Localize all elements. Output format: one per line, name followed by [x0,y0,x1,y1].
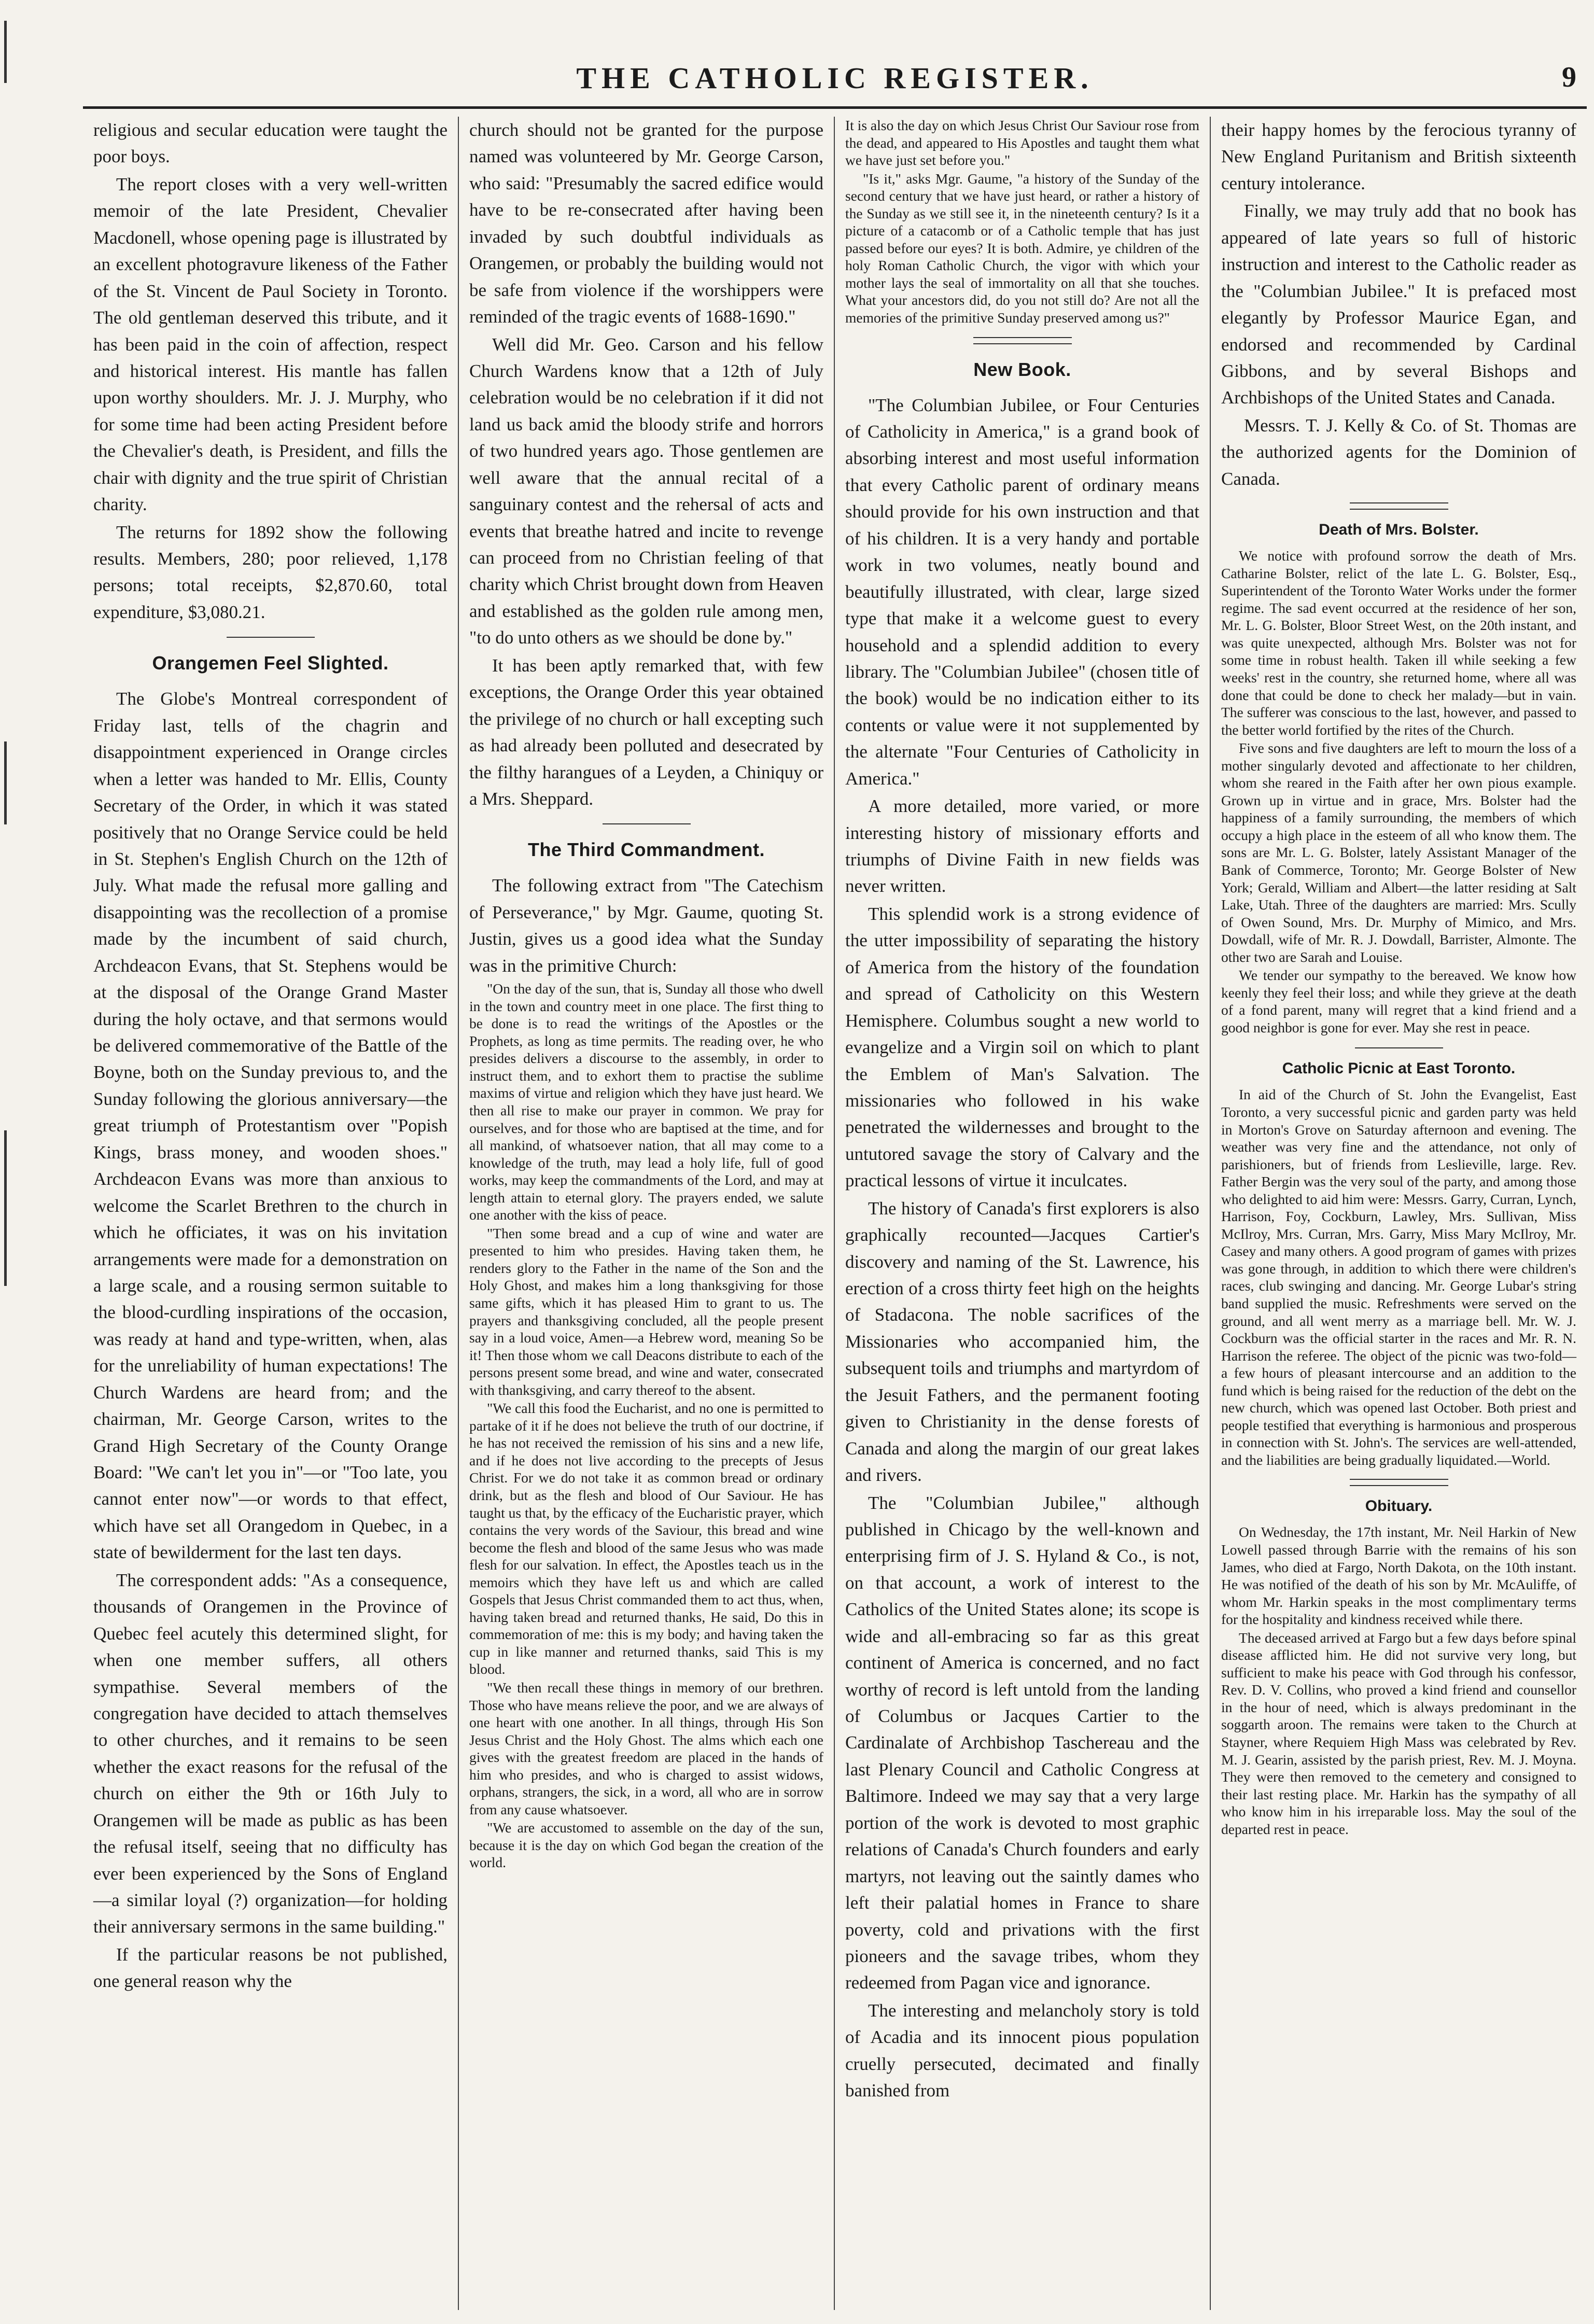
paragraph: A more detailed, more varied, or more interesting history of missionary efforts and triumphs of Divine Faith in new fields was never written. [845,796,1199,897]
column-1 [83,117,459,2310]
paragraph: Well did Mr. Geo. Carson and his fellow Church Wardens know that a 12th of July celebration would be no celebration if it did not land us back amid the bloody strife and horrors of two hundred years ago. Those gentlemen are well aware that the annual recital of a sanguinary contest and the rehersal of acts and events that breathe hatred and incite to revenge can proceed from no Christian feeling of that charity which Christ brought down from Heaven and established as the golden rule among men, "to do unto others as we should be done by." [469,334,823,648]
paragraph: We notice with profound sorrow the death of Mrs. Catharine Bolster, relict of the late L. G. Bolster, Esq., Superintendent of the Toronto Water Works under the former regime. The sad event occurred at the residence of her son, Mr. L. G. Bolster, Bloor Street West, on the 20th instant, and was quite unexpected, although Mrs. Bolster was not for some time in robust health. Taken ill while seeking a few weeks' rest in the country, she returned home, where all was done that could be done to check her malady—but in vain. The sufferer was conscious to the last, however, and passed to the better world fortified by the rites of the Church. [1221,548,1576,738]
section-ornament [1350,1479,1448,1486]
paragraph: "The Columbian Jubilee, or Four Centuries of Catholicity in America," is a grand book of absorbing interest and most useful information that every Catholic parent of ordinary means should provide for his own instruction and that of his children. It is a very handy and portable work in two volumes, neatly bound and beautifully illustrated, with clear, large sized type that make it a welcome guest to every household and a splendid addition to every library. The "Columbian Jubilee" (chosen title of the book) would be no indication either to its contents or value were it not supplemented by the alternate "Four Centuries of Catholicity in America." [845,395,1199,789]
paragraph: The report closes with a very well-written memoir of the late President, Chevalier Macdonell, whose opening page is illustrated by an excellent photogravure likeness of the Father of the St. Vincent de Paul Society in Toronto. The old gentleman deserved this tribute, and it has been paid in the coin of affection, respect and historical interest. His mantle has fallen upon worthy shoulders. Mr. J. J. Murphy, who for some time had been acting President before the Chevalier's death, is President, and fills the chair with dignity and the true spirit of Christian charity. [93,174,448,515]
quoted-paragraph: "On the day of the sun, that is, Sunday all those who dwell in the town and country meet in one place. The first thing to be done is to read the writings of the Apostles or the Prophets, as long as time permits. The reading over, he who presides delivers a discourse to the assembly, in order to instruct them, and to exhort them to practise the sublime maxims of virtue and religion which they have just heard. We then all rise to make our prayer in common. We pray for ourselves, and for those who are baptised at the time, and for all mankind, of whatsoever nation, that all may come to a knowledge of the truth, may lead a holy life, full of good works, may keep the commandments of the Lord, and may at length attain to eternal glory. The prayers ended, we salute one another with the kiss of peace. [469,981,823,1223]
paragraph: Five sons and five daughters are left to mourn the loss of a mother singularly devoted and affectionate to her children, whom she reared in the Faith after her own pious example. Grown up in virtue and in grace, Mrs. Bolster had the happiness of a family surrounding, the members of which occupy a high place in the esteem of all who know them. The sons are Mr. L. G. Bolster, lately Assistant Manager of the Bank of Commerce, Toronto; Mr. George Bolster of New York; Gerald, William and Albert—the latter residing at Salt Lake, Utah. Three of the daughters are married: Mrs. Scully of Owen Sound, Mrs. Dr. Murphy of Mimico, and Mrs. Dowdall, wife of Mr. R. J. Dowdall, Barrister, Almonte. The other two are Sarah and Louise. [1221,740,1576,965]
paragraph: The history of Canada's first explorers is also graphically recounted—Jacques Cartier's discovery and naming of the St. Lawrence, his erection of a cross thirty feet high on the heights of Stadacona. The noble sacrifices of the Missionaries who accompanied him, the subsequent toils and triumphs and martyrdom of the Jesuit Fathers, and the permanent footing given to Christianity in the dense forests of Canada and along the margin of our great lakes and rivers. [845,1198,1199,1486]
paragraph: The "Columbian Jubilee," although published in Chicago by the well-known and enterprising firm of J. S. Hyland & Co., is not, on that account, a work of interest to the Catholics of the United States alone; its scope is wide and all-embracing so far as this great continent of America is concerned, and no fact worthy of record is left untold from the landing of Columbus or Jacques Cartier to the Cardinalate of Archbishop Taschereau and the last Plenary Council and Catholic Congress at Baltimore. Indeed we may say that a very large portion of the work is devoted to most graphic relations of Canada's Church founders and early martyrs, not leaving out the saintly dames who left their palatial homes in France to share poverty, cold and privations with the first pioneers and the savage tribes, whom they redeemed from Pagan vice and ignorance. [845,1492,1199,1993]
paragraph: It has been aptly remarked that, with few exceptions, the Orange Order this year obtained the privilege of no church or hall excepting such as had already been polluted and desecrated by the filthy harangues of a Leyden, a Chiniquy or a Mrs. Sheppard. [469,655,823,809]
paragraph: In aid of the Church of St. John the Evangelist, East Toronto, a very successful picnic and garden party was held in Morton's Grove on Saturday afternoon and evening. The weather was very fine and the attendance, not only of parishioners, but of friends from Leslieville, large. Rev. Father Bergin was the very soul of the party, and among those who delighted to aid him were: Messrs. Garry, Curran, Lynch, Harrison, Foy, Cockburn, Lawley, Mrs. Sullivan, Miss McIlroy, Mrs. Curran, Mrs. Garry, Miss Mary McIlroy, Mr. Casey and many others. A good program of games with prizes was gone through, in addition to which there were children's races, club swinging and dancing. Mr. George Lubar's string band supplied the music. Refreshments were served on the ground, and all went merry as a marriage bell. Mr. W. J. Cockburn was the official starter in the races and Mr. R. N. Harrison the referee. The object of the picnic was two-fold—a few hours of pleasant intercourse and an addition to the fund which is being raised for the reduction of the debt on the new church, which was opened last October. Both priest and people testified that everything is harmonious and prosperous in connection with St. John's. The services are well-attended, and the liabilities are being gradually liquidated.—World. [1221,1086,1576,1468]
paragraph: The returns for 1892 show the following results. Members, 280; poor relieved, 1,178 persons; total receipts, $2,870.60, total expenditure, $3,080.21. [93,522,448,622]
section-rule [227,637,315,638]
quoted-paragraph: "Is it," asks Mgr. Gaume, "a history of the Sunday of the second century that we have just heard, or rather a history of the Sunday as we still see it, in the nineteenth century? Is it a picture of a catacomb or of a Catholic temple that has just passed before our eyes? It is both. Admire, ye children of the holy Roman Catholic Church, the vigor with which your mother lays the seal of immortality on all that she touches. What your ancestors did, do you not still do? Are not all the memories of the primitive Sunday preserved among us?" [845,170,1199,326]
page-number: 9 [1562,61,1576,93]
article-heading: Orangemen Feel Slighted. [152,652,389,674]
article-heading: Death of Mrs. Bolster. [1319,521,1479,539]
section-ornament [973,337,1072,344]
margin-mark [4,21,7,83]
paragraph: We tender our sympathy to the bereaved. We know how keenly they feel their loss; and while they grieve at the death of a fond parent, many will regret that a kind friend and a good neighbor is gone for ever. May she rest in peace. [1221,967,1576,1035]
section-rule [603,823,691,824]
quoted-paragraph: "We call this food the Eucharist, and no one is permitted to partake of it if he does not believe the truth of our doctrine, if he has not received the remission of his sins and a new life, and if he does not live according to the precepts of Jesus Christ. For we do not take it as common bread or ordinary drink, but as the flesh and blood of Our Saviour. He has taught us that, by the efficacy of the Eucharistic prayer, which contains the very words of the Saviour, this bread and wine become the flesh and blood of the same Jesus who was made flesh for our salvation. In effect, the Apostles teach us in the memoirs which they have left us and which are called Gospels that Jesus Christ commanded them to act thus, when, having taken bread and returned thanks, He said, Do this in commemoration of me: this is my body; and having taken the cup in like manner and returned thanks, said This is my blood. [469,1400,823,1677]
newspaper-title: THE CATHOLIC REGISTER. [576,61,1094,95]
column-2 [459,117,835,2310]
paragraph: The Globe's Montreal correspondent of Friday last, tells of the chagrin and disappointment experienced in Orange circles when a letter was handed to Mr. Ellis, County Secretary of the Order, in which it was stated positively that no Orange Service could be held in St. Stephen's English Church on the 12th of July. What made the refusal more galling and disappointing was the recollection of a promise made by the incumbent of said church, Archdeacon Evans, that St. Stephens would be at the disposal of the Orange Grand Master during the holy octave, and that sermons would be delivered commemorative of the Battle of the Boyne, both on the Sunday previous to, and the Sunday following the glorious anniversary—the great triumph of Protestantism over "Popish Kings, brass money, and wooden shoes." Archdeacon Evans was more than anxious to welcome the Scarlet Brethren to the church in which he officiates, it was on his invitation arrangements were made for a demonstration on a large scale, and a rousing sermon suitable to the blood-curdling inspirations of the occasion, was ready at hand and type-written, when, alas for the unreliability of human expectations! The Church Wardens are heard from; and the chairman, Mr. George Carson, writes to the Grand High Secretary of the County Orange Board: "We can't let you in"—or "Too late, you cannot enter now"—or words to that effect, which have set all Orangedom in Quebec, in a state of bewilderment for the last ten days. [93,689,448,1563]
paragraph: The following extract from "The Catechism of Perseverance," by Mgr. Gaume, quoting St. Justin, gives us a good idea what the Sunday was in the primitive Church: [469,875,823,976]
article-columns [83,117,1587,2310]
quoted-paragraph: It is also the day on which Jesus Christ Our Saviour rose from the dead, and appeared to His Apostles and taught them what we have just set before you." [845,117,1199,169]
masthead [83,49,1587,109]
paragraph: Finally, we may truly add that no book has appeared of late years so full of historic instruction and interest to the Catholic reader as the "Columbian Jubilee." It is prefaced most elegantly by Professor Maurice Egan, and endorsed and recommended by Cardinal Gibbons, and by several Bishops and Archbishops of the United States and Canada. [1221,201,1576,408]
paragraph: On Wednesday, the 17th instant, Mr. Neil Harkin of New Lowell passed through Barrie with the remains of his son James, who died at Fargo, North Dakota, on the 10th instant. He was notified of the death of his son by Mr. McAuliffe, of whom Mr. Harkin speaks in the most complimentary terms for the hospitality and kindness received while there. [1221,1524,1576,1628]
paragraph: religious and secular education were taught the poor boys. [93,120,448,167]
paragraph: church should not be granted for the purpose named was volunteered by Mr. George Carson, who said: "Presumably the sacred edifice would have to be re-consecrated after having been invaded by such doubtful individuals as Orangemen, or probably the building would not be safe from violence if the worshippers were reminded of the tragic events of 1688-1690." [469,120,823,327]
column-4 [1211,117,1587,2310]
quoted-paragraph: "We are accustomed to assemble on the day of the sun, because it is the day on which God began the creation of the world. [469,1819,823,1871]
margin-mark [4,741,7,824]
paragraph: If the particular reasons be not published, one general reason why the [93,1944,448,1992]
paragraph: The deceased arrived at Fargo but a few days before spinal disease afflicted him. He did not survive very long, but sufficient to make his peace with God through his confessor, Rev. D. V. Collins, who proved a kind friend and counsellor in the hour of need, which is always predominant in the soggarth aroon. The remains were taken to the Church at Stayner, where Requiem High Mass was celebrated by Rev. M. J. Gearin, assisted by the parish priest, Rev. M. J. Moyna. They were then removed to the cemetery and consigned to their last resting place. Mr. Harkin has the sympathy of all who know him in his irreparable loss. May the soul of the departed rest in peace. [1221,1629,1576,1837]
quoted-paragraph: "Then some bread and a cup of wine and water are presented to him who presides. Having taken them, he renders glory to the Father in the name of the Son and the Holy Ghost, and makes him a long thanksgiving for those same gifts, which it has pleased Him to grant to us. The prayers and thanksgiving concluded, all the people present say in a loud voice, Amen—a Hebrew word, meaning So be it! Then those whom we call Deacons distribute to each of the persons present some bread, and wine and water, consecrated with thanksgiving, and carry thereof to the absent. [469,1225,823,1398]
paragraph: Messrs. T. J. Kelly & Co. of St. Thomas are the authorized agents for the Dominion of Canada. [1221,415,1576,489]
column-3 [835,117,1211,2310]
paragraph: The correspondent adds: "As a consequence, thousands of Orangemen in the Province of Quebec feel acutely this determined slight, for when one member suffers, all others sympathise. Several members of the congregation have decided to attach themselves to other churches, and it remains to be seen whether the exact reasons for the refusal of the church on either the 9th or 16th July to Orangemen will be made as public as has been the refusal itself, seeing that no difficulty has ever been experienced by the Sons of England—a similar loyal (?) organization—for holding their anniversary sermons in the same building." [93,1570,448,1937]
article-heading: New Book. [973,358,1071,380]
section-ornament [1350,502,1448,510]
section-rule [1355,1047,1443,1048]
article-heading: The Third Commandment. [527,839,765,861]
paragraph: their happy homes by the ferocious tyranny of New England Puritanism and British sixteenth century intolerance. [1221,120,1576,193]
paragraph: This splendid work is a strong evidence of the utter impossibility of separating the history of America from the history of the foundation and spread of Catholicity on this Western Hemisphere. Columbus sought a new world to evangelize and a Virgin soil on which to plant the Emblem of Man's Salvation. The missionaries who followed in his wake penetrated the wildernesses and brought to the untutored savage the story of Calvary and the practical lessons of virtue it inculcates. [845,903,1199,1191]
quoted-paragraph: "We then recall these things in memory of our brethren. Those who have means relieve the poor, and we are always of one heart with one another. In all things, through His Son Jesus Christ and the Holy Ghost. The alms which each one gives with the greatest freedom are placed in the hands of him who presides, and who is charged to assist widows, orphans, strangers, the sick, in a word, all who are in sorrow from any cause whatsoever. [469,1679,823,1817]
article-heading: Obituary. [1365,1497,1433,1515]
paragraph: The interesting and melancholy story is told of Acadia and its innocent pious population cruelly persecuted, decimated and finally banished from [845,2000,1199,2101]
article-heading: Catholic Picnic at East Toronto. [1282,1060,1516,1077]
margin-mark [4,1130,7,1286]
